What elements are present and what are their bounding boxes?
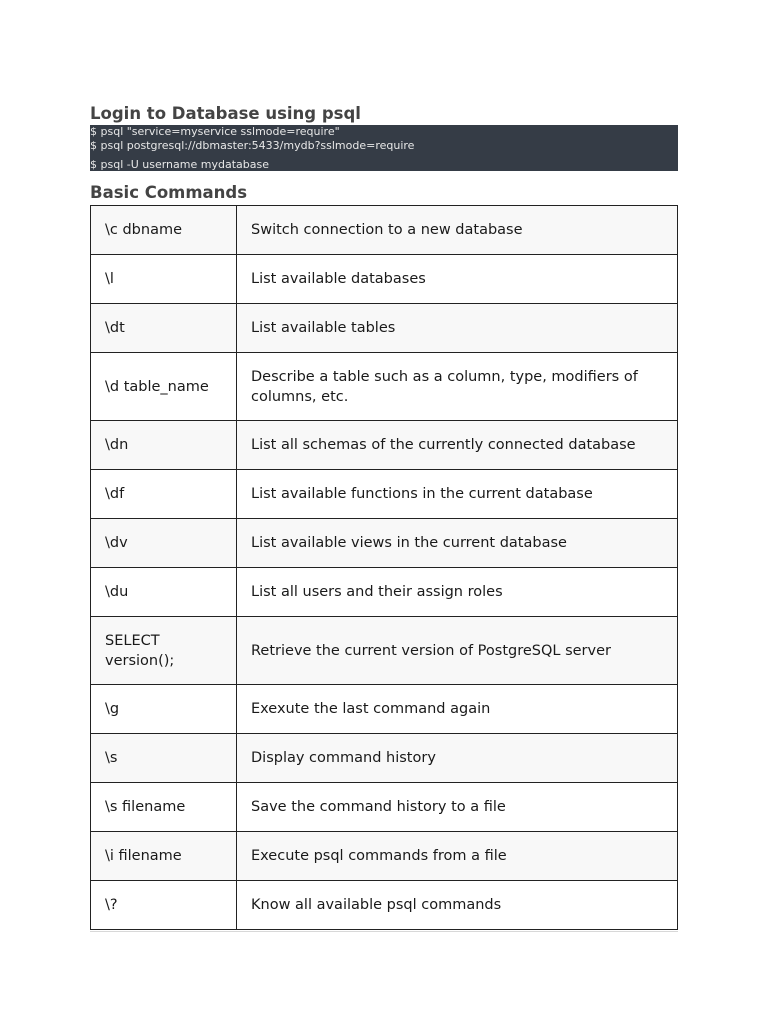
table-row	[91, 519, 678, 568]
code-line: $ psql postgresql://dbmaster:5433/mydb?sslmode=require	[90, 138, 415, 152]
command-cell: \s	[91, 734, 237, 783]
command-cell: \g	[91, 685, 237, 734]
table-row	[91, 568, 678, 617]
table-row	[91, 353, 678, 421]
table-row	[91, 421, 678, 470]
description-cell: Switch connection to a new database	[237, 206, 678, 255]
code-line: $ psql "service=myservice sslmode=require"	[90, 125, 340, 138]
description-cell: Display command history	[237, 734, 678, 783]
code-line: $ psql -U username mydatabase	[90, 158, 269, 171]
command-cell: \dn	[91, 421, 237, 470]
description-cell: Save the command history to a file	[237, 783, 678, 832]
description-cell: Exexute the last command again	[237, 685, 678, 734]
basic-commands-heading: Basic Commands	[90, 183, 248, 202]
commands-table	[90, 205, 678, 930]
table-row	[91, 734, 678, 783]
command-cell: \c dbname	[91, 206, 237, 255]
table-row	[91, 470, 678, 519]
description-cell: Describe a table such as a column, type, modifiers of columns, etc.	[237, 353, 678, 421]
description-cell: Know all available psql commands	[237, 881, 678, 930]
table-row	[91, 617, 678, 685]
description-cell: List available functions in the current database	[237, 470, 678, 519]
description-cell: List available views in the current database	[237, 519, 678, 568]
command-cell: \dv	[91, 519, 237, 568]
command-cell: \l	[91, 255, 237, 304]
table-row	[91, 783, 678, 832]
document-content	[90, 103, 678, 932]
login-code-block	[90, 125, 678, 171]
login-heading: Login to Database using psql	[90, 104, 361, 123]
command-cell: \dt	[91, 304, 237, 353]
description-cell: List all schemas of the currently connected database	[237, 421, 678, 470]
command-cell: \?	[91, 881, 237, 930]
description-cell: Retrieve the current version of PostgreSQL server	[237, 617, 678, 685]
description-cell: List available databases	[237, 255, 678, 304]
command-cell: SELECT version();	[91, 617, 237, 685]
description-cell: List all users and their assign roles	[237, 568, 678, 617]
command-cell: \du	[91, 568, 237, 617]
table-row	[91, 304, 678, 353]
description-cell: List available tables	[237, 304, 678, 353]
table-row	[91, 881, 678, 930]
description-cell: Execute psql commands from a file	[237, 832, 678, 881]
command-cell: \i filename	[91, 832, 237, 881]
table-row	[91, 832, 678, 881]
command-cell: \df	[91, 470, 237, 519]
command-cell: \d table_name	[91, 353, 237, 421]
table-row	[91, 685, 678, 734]
table-row	[91, 255, 678, 304]
table-row	[91, 206, 678, 255]
command-cell: \s filename	[91, 783, 237, 832]
commands-table-wrapper	[90, 205, 678, 932]
